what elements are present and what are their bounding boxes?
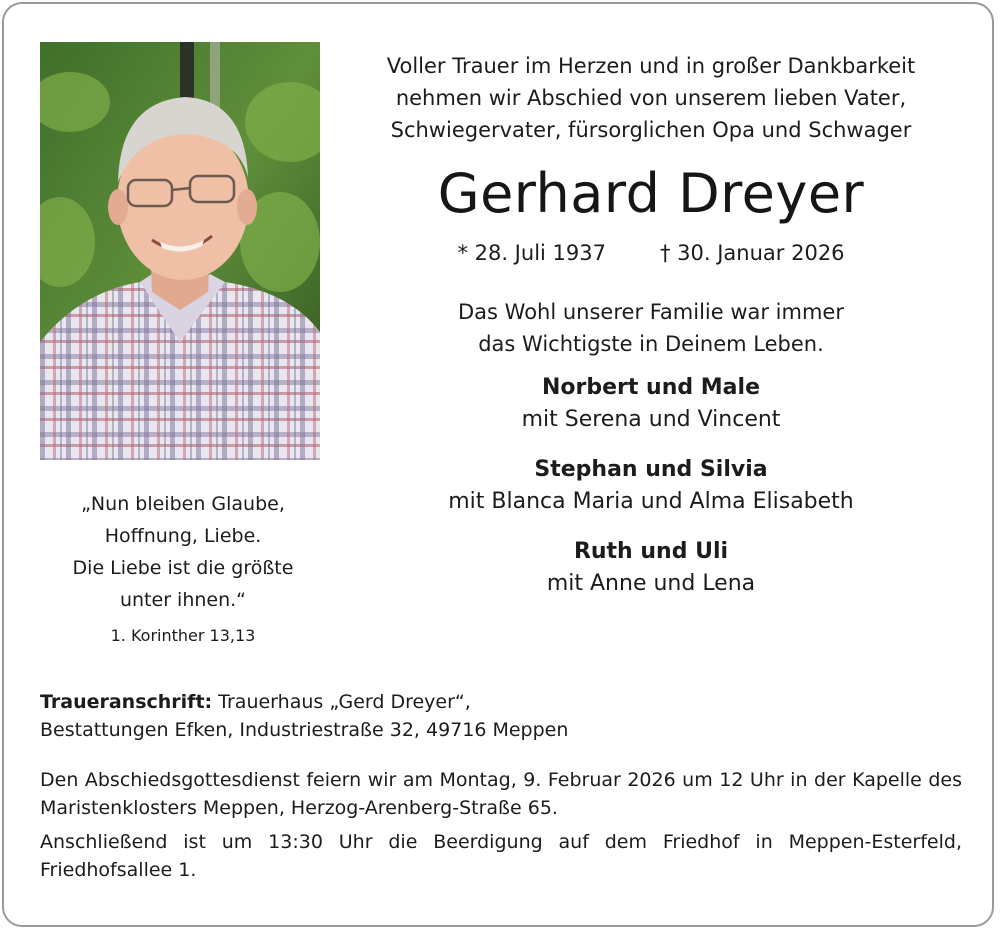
quote-line: Hoffnung, Liebe. [104,525,262,547]
family-children: mit Serena und Vincent [521,407,781,432]
quote-line: „Nun bleiben Glaube, [81,493,285,515]
main-text [345,50,957,600]
family-entry [345,536,957,600]
death-date: † 30. Januar 2026 [659,241,845,265]
birth-date: * 28. Juli 1937 [457,241,606,265]
quote-line: Die Liebe ist die größte [72,557,294,579]
motto-line: Das Wohl unserer Familie war immer [458,300,844,324]
family-entry [345,454,957,518]
portrait-photo [40,42,320,460]
burial-text: Anschließend ist um 13:30 Uhr die Beerdigung auf dem Friedhof in Meppen-Esterfeld, Friedhofsallee 1. [40,831,962,881]
details-section [40,688,962,884]
deceased-name: Gerhard Dreyer [437,162,865,225]
family-children: mit Anne und Lena [546,571,756,596]
address-label: Traueranschrift: [40,691,213,713]
address-line1: Trauerhaus „Gerd Dreyer“, [218,691,471,713]
intro-text [345,50,957,146]
bible-quote [40,488,326,656]
family-name: Stephan und Silvia [534,457,768,482]
family-entry [345,372,957,436]
service-text: Den Abschiedsgottesdienst feiern wir am Montag, 9. Februar 2026 um 12 Uhr in der Kapelle des Maristenklosters Meppen, Herzog-Arenberg-Straße 65. [40,769,962,819]
motto-text [345,296,957,360]
mourning-address [40,688,962,716]
intro-line: Voller Trauer im Herzen und in großer Dankbarkeit [386,54,916,78]
family-name: Norbert und Male [541,375,760,400]
quote-line: unter ihnen.“ [119,589,247,611]
intro-line: nehmen wir Abschied von unserem lieben Vater, [395,86,907,110]
quote-reference: 1. Korinther 13,13 [110,626,256,645]
family-name: Ruth und Uli [573,539,729,564]
address-line2: Bestattungen Efken, Industriestraße 32, 49716 Meppen [40,719,569,741]
family-children: mit Blanca Maria und Alma Elisabeth [448,489,854,514]
motto-line: das Wichtigste in Deinem Leben. [478,332,824,356]
intro-line: Schwiegervater, fürsorglichen Opa und Schwager [390,118,912,142]
life-dates [345,238,957,268]
family-list [345,372,957,600]
